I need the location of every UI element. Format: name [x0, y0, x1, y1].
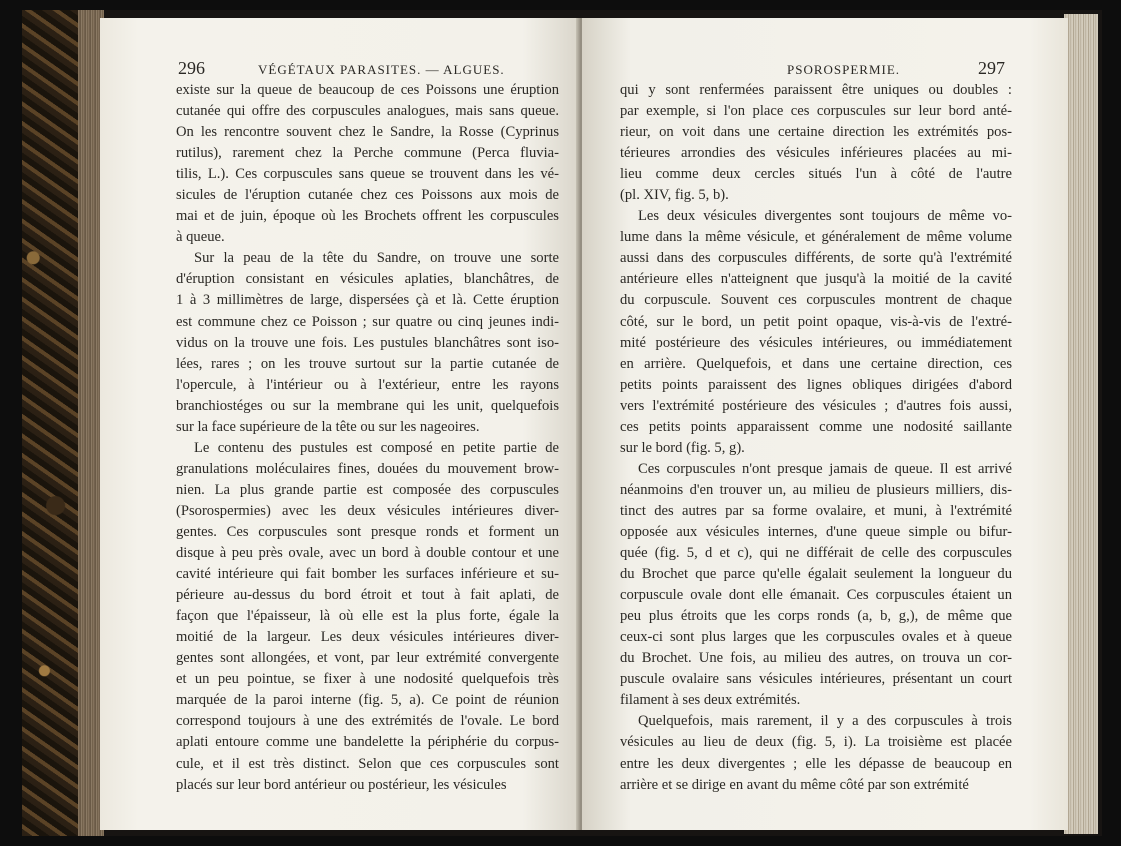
- text-line: périeure au-dessus du bord étroit et tout à fait aplati, de: [176, 587, 559, 604]
- text-line: Les deux vésicules divergentes sont toujours de même vo-: [638, 208, 1012, 225]
- text-line: nien. La plus grande partie est composée des corpuscules: [176, 481, 559, 498]
- text-line: sicules de l'éruption cutanée chez ces Poissons aux mois de: [176, 187, 559, 204]
- text-line: opposée aux vésicules internes, d'une queue simple ou bifur-: [620, 523, 1012, 540]
- text-line: 1 à 3 millimètres de large, dispersées çà et là. Cette éruption: [176, 292, 559, 309]
- text-line: du Brochet. Une fois, au milieu des autres, on trouva un cor-: [620, 650, 1012, 667]
- text-line: sur le bord (fig. 5, g).: [620, 439, 745, 456]
- left-page: [100, 18, 580, 830]
- text-line: vidus on la trouve une fois. Les pustules blanchâtres sont iso-: [176, 334, 559, 351]
- text-line: entre les deux divergentes ; elle les dépasse de beaucoup en: [620, 755, 1012, 772]
- text-line: tinct des autres par sa forme ovalaire, et muni, à l'extrémité: [620, 502, 1012, 519]
- text-line: existe sur la queue de beaucoup de ces Poissons une éruption: [176, 82, 559, 98]
- right-page-edges: [1064, 14, 1098, 834]
- right-running-head: PSOROSPERMIE.: [787, 62, 901, 77]
- text-line: vésicules au lieu de deux (fig. 5, i). La troisième est placée: [620, 734, 1012, 751]
- text-line: ces petits points apparaissent comme une nodosité saillante: [620, 418, 1012, 435]
- text-line: disque à peu près ovale, avec un bord à double contour et une: [176, 545, 559, 562]
- text-line: lieu comme deux cercles situés l'un à côté de l'autre: [620, 166, 1012, 183]
- left-running-head: VÉGÉTAUX PARASITES. — ALGUES.: [258, 62, 505, 77]
- text-line: tilis, L.). Ces corpuscules sans queue se trouvent dans les vé-: [176, 166, 559, 183]
- text-line: corpuscule ovale dont elle émanait. Ces corpuscules étaient un: [620, 587, 1012, 604]
- text-line: côté, sur le bord, un petit point opaque, vis-à-vis de l'extré-: [620, 313, 1012, 330]
- text-line: qui y sont renfermées paraissent être uniques ou doubles :: [620, 82, 1012, 98]
- text-line: par exemple, si l'on place ces corpuscules sur leur bord anté-: [620, 103, 1012, 120]
- text-line: petits points paraissent des lignes obliques dirigées d'abord: [620, 376, 1012, 393]
- text-line: gentes. Ces corpuscules sont presque ronds et forment un: [176, 523, 559, 540]
- text-line: ceux-ci sont plus larges que les corpuscules ovales et à queue: [620, 629, 1012, 646]
- text-line: Quelquefois, mais rarement, il y a des corpuscules à trois: [638, 713, 1012, 730]
- text-line: moitié de la largeur. Les deux vésicules intérieures diver-: [176, 629, 559, 646]
- text-line: cule, et il est très distinct. Selon que ces corpuscules sont: [176, 755, 559, 772]
- text-line: mai et de juin, époque où les Brochets offrent les corpuscules: [176, 208, 559, 225]
- text-line: On les rencontre souvent chez le Sandre, la Rosse (Cyprinus: [176, 124, 559, 141]
- right-page-body: [620, 80, 1012, 796]
- text-line: aussi dans des corpuscules différents, de sorte qu'à l'extrémité: [620, 250, 1012, 267]
- text-line: correspond toujours à une des extrémités de l'ovale. Le bord: [176, 713, 559, 730]
- text-line: du corpuscule. Souvent ces corpuscules montrent de chaque: [620, 292, 1012, 309]
- text-line: (pl. XIV, fig. 5, b).: [620, 187, 729, 204]
- text-line: et un peu pointue, se fixer à une nodosité quelquefois très: [176, 671, 559, 688]
- text-line: peu plus étroits que les corps ronds (a, b, g,), de même que: [620, 608, 1012, 625]
- text-line: aplati entoure comme une bandelette la périphérie du corpus-: [176, 734, 559, 751]
- text-line: en arrière. Quelquefois, et dans une certaine direction, ces: [620, 355, 1012, 372]
- text-line: Ces corpuscules n'ont presque jamais de queue. Il est arrivé: [638, 460, 1012, 477]
- text-line: Sur la peau de la tête du Sandre, on trouve une sorte: [194, 250, 559, 267]
- text-line: façon que l'épaisseur, là où elle est la plus forte, égale la: [176, 608, 559, 625]
- marbled-edge: [22, 10, 78, 836]
- text-line: arrière et se dirige en avant du même côté par son extrémité: [620, 776, 969, 793]
- right-page-number: 297: [978, 58, 1005, 78]
- text-line: (Psorospermies) avec les deux vésicules intérieures diver-: [176, 502, 559, 519]
- text-line: gentes sont allongées, et vont, par leur extrémité convergente: [176, 650, 559, 667]
- text-line: cutanée qui offre des corpuscules analogues, mais sans queue.: [176, 103, 559, 120]
- text-line: sur la face supérieure de la tête ou sur les nageoires.: [176, 418, 480, 435]
- left-page-number: 296: [178, 58, 205, 78]
- text-line: puscule ovalaire sans vésicules intérieures, présentant un court: [620, 671, 1012, 688]
- text-line: filament à ses deux extrémités.: [620, 692, 801, 709]
- left-page-body: [176, 80, 559, 796]
- text-line: marquée de la paroi interne (fig. 5, a). Ce point de réunion: [176, 692, 559, 709]
- text-line: cavité intérieure qui fait bomber les surfaces inférieure et su-: [176, 566, 559, 583]
- text-line: néanmoins d'en trouver un, au milieu de plusieurs milliers, dis-: [620, 481, 1012, 498]
- text-line: lume dans la même vésicule, et généralement de même volume: [620, 229, 1012, 246]
- text-line: à queue.: [176, 229, 225, 246]
- text-line: branchiostéges ou sur la membrane qui les unit, quelquefois: [176, 397, 559, 414]
- text-line: rieur, on voit dans une certaine direction les extrémités pos-: [620, 124, 1012, 141]
- text-line: l'opercule, à l'intérieur ou à l'extérieur, entre les rayons: [176, 376, 559, 393]
- text-line: est commune chez ce Poisson ; sur quatre ou cinq jeunes indi-: [176, 313, 559, 330]
- text-line: Le contenu des pustules est composé en petite partie de: [194, 439, 559, 456]
- text-line: lées, rares ; on les trouve surtout sur la partie cutanée de: [176, 355, 559, 372]
- text-line: placés sur leur bord antérieur ou postérieur, les vésicules: [176, 776, 507, 793]
- text-line: vers l'extrémité postérieure des vésicules ; d'autres fois aussi,: [620, 397, 1012, 414]
- text-line: d'éruption consistant en vésicules aplaties, blanchâtres, de: [176, 271, 559, 288]
- text-line: térieures arrondies des vésicules inférieures placées au mi-: [620, 145, 1012, 162]
- text-line: mité postérieure des vésicules intérieures, ou immédiatement: [620, 334, 1012, 351]
- right-page: [582, 18, 1068, 830]
- text-line: antérieure elles n'atteignent que jusqu'à la moitié de la cavité: [620, 271, 1012, 288]
- text-line: rutilus), rarement chez la Perche commune (Perca fluvia-: [176, 145, 559, 162]
- text-line: granulations moléculaires fines, douées du mouvement brow-: [176, 460, 559, 477]
- text-line: du Brochet que parce qu'elle égalait seulement la longueur du: [620, 566, 1012, 583]
- text-line: quée (fig. 5, d et c), qui ne différait de celle des corpuscules: [620, 545, 1012, 562]
